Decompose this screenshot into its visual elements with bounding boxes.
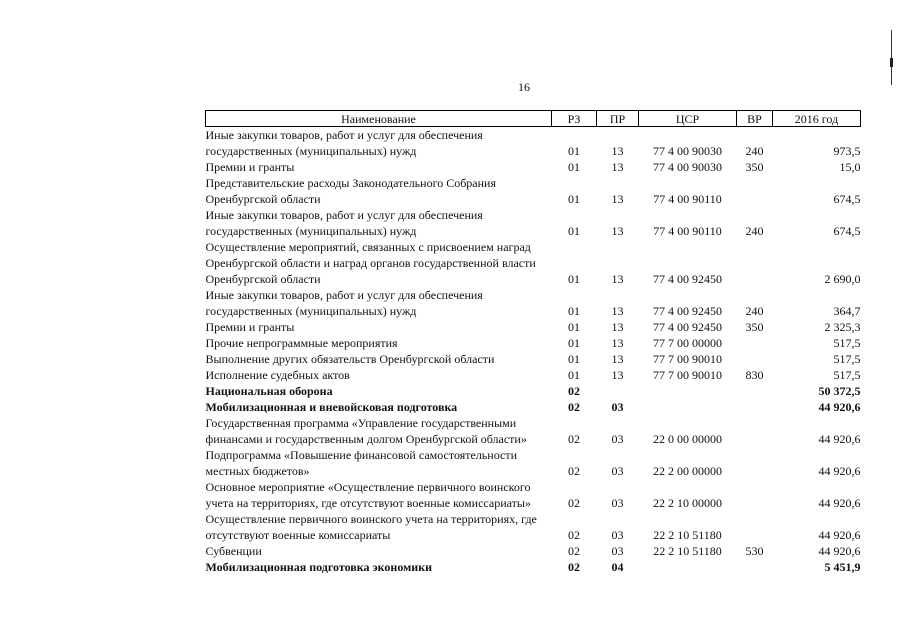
row-csr: 77 4 00 90110 bbox=[653, 224, 722, 238]
row-rz: 02 bbox=[568, 528, 580, 542]
header-vr: ВР bbox=[737, 111, 773, 127]
row-rz: 01 bbox=[568, 192, 580, 206]
row-rz: 02 bbox=[568, 560, 580, 574]
row-sum: 674,5 bbox=[833, 224, 861, 238]
row-name: Основное мероприятие «Осуществление первичного воинского учета на территориях, где отсутствуют военные комиссариаты» bbox=[205, 480, 531, 510]
row-name: Мобилизационная и вневойсковая подготовка bbox=[205, 400, 458, 414]
row-pr: 04 bbox=[611, 560, 624, 574]
row-sum: 44 920,6 bbox=[818, 528, 861, 542]
row-vr: 240 bbox=[745, 144, 764, 158]
table-row bbox=[206, 351, 861, 367]
row-csr: 77 4 00 90110 bbox=[653, 192, 722, 206]
row-sum: 44 920,6 bbox=[818, 400, 861, 414]
table-row bbox=[206, 239, 861, 287]
row-rz: 01 bbox=[568, 352, 580, 366]
row-name: Премии и гранты bbox=[205, 320, 295, 334]
row-name: Государственная программа «Управление государственными финансами и государственным долгом Оренбургской области» bbox=[205, 416, 527, 446]
row-csr: 77 4 00 92450 bbox=[653, 304, 722, 318]
table-row bbox=[206, 207, 861, 239]
row-csr: 77 7 00 90010 bbox=[653, 352, 722, 366]
row-vr bbox=[737, 415, 773, 447]
table-row bbox=[206, 367, 861, 383]
table-row bbox=[206, 383, 861, 399]
row-rz: 02 bbox=[568, 432, 580, 446]
row-vr: 830 bbox=[745, 368, 764, 382]
row-name: Иные закупки товаров, работ и услуг для обеспечения государственных (муниципальных) нужд bbox=[205, 288, 483, 318]
row-name: Субвенции bbox=[205, 544, 262, 558]
row-csr: 77 4 00 92450 bbox=[653, 320, 722, 334]
row-csr bbox=[639, 559, 737, 575]
row-rz: 01 bbox=[568, 144, 580, 158]
row-vr bbox=[737, 383, 773, 399]
row-name: Иные закупки товаров, работ и услуг для обеспечения государственных (муниципальных) нужд bbox=[205, 128, 483, 158]
row-pr: 13 bbox=[611, 144, 624, 158]
row-name: Прочие непрограммные мероприятия bbox=[205, 336, 398, 350]
table-row bbox=[206, 319, 861, 335]
row-sum: 973,5 bbox=[833, 144, 861, 158]
row-sum: 517,5 bbox=[833, 368, 861, 382]
row-sum: 364,7 bbox=[833, 304, 861, 318]
row-pr: 13 bbox=[611, 320, 624, 334]
row-name: Иные закупки товаров, работ и услуг для обеспечения государственных (муниципальных) нужд bbox=[205, 208, 483, 238]
row-name: Премии и гранты bbox=[205, 160, 295, 174]
table-row bbox=[206, 479, 861, 511]
header-rz: РЗ bbox=[552, 111, 597, 127]
row-vr bbox=[737, 511, 773, 543]
row-sum: 2 690,0 bbox=[824, 272, 861, 286]
table-row bbox=[206, 559, 861, 575]
row-rz: 01 bbox=[568, 336, 580, 350]
header-pr: ПР bbox=[597, 111, 639, 127]
row-sum: 44 920,6 bbox=[818, 432, 861, 446]
row-rz: 02 bbox=[568, 464, 580, 478]
row-pr: 13 bbox=[611, 352, 624, 366]
row-vr: 530 bbox=[745, 544, 764, 558]
table-row bbox=[206, 287, 861, 319]
row-pr: 13 bbox=[611, 272, 624, 286]
table-row bbox=[206, 399, 861, 415]
row-sum: 517,5 bbox=[833, 352, 861, 366]
row-name: Подпрограмма «Повышение финансовой самостоятельности местных бюджетов» bbox=[205, 448, 517, 478]
row-vr bbox=[737, 351, 773, 367]
row-name: Исполнение судебных актов bbox=[205, 368, 350, 382]
row-name: Осуществление мероприятий, связанных с присвоением наград Оренбургской области и наград органов государственной власти Оренбургской области bbox=[205, 240, 536, 286]
budget-table bbox=[205, 110, 861, 575]
row-pr: 03 bbox=[611, 496, 624, 510]
row-rz: 02 bbox=[568, 400, 580, 414]
row-sum: 50 372,5 bbox=[818, 384, 861, 398]
row-csr: 22 2 10 00000 bbox=[653, 496, 722, 510]
table-row bbox=[206, 415, 861, 447]
row-rz: 01 bbox=[568, 224, 580, 238]
row-rz: 01 bbox=[568, 304, 580, 318]
row-pr: 03 bbox=[611, 432, 624, 446]
row-rz: 02 bbox=[568, 544, 580, 558]
header-sum-2016: 2016 год bbox=[773, 111, 861, 127]
row-csr: 22 2 10 51180 bbox=[653, 528, 722, 542]
row-csr bbox=[639, 383, 737, 399]
table-row bbox=[206, 127, 861, 160]
row-rz: 01 bbox=[568, 368, 580, 382]
row-sum: 517,5 bbox=[833, 336, 861, 350]
header-csr: ЦСР bbox=[639, 111, 737, 127]
row-pr: 13 bbox=[611, 160, 624, 174]
row-rz: 01 bbox=[568, 160, 580, 174]
row-name: Представительские расходы Законодательного Собрания Оренбургской области bbox=[205, 176, 496, 206]
row-sum: 15,0 bbox=[839, 160, 861, 174]
row-vr: 240 bbox=[745, 304, 764, 318]
row-vr bbox=[737, 479, 773, 511]
row-csr: 77 7 00 90010 bbox=[653, 368, 722, 382]
row-name: Выполнение других обязательств Оренбургской области bbox=[205, 352, 495, 366]
row-csr: 22 2 10 51180 bbox=[653, 544, 722, 558]
row-csr: 77 4 00 92450 bbox=[653, 272, 722, 286]
page-number: 16 bbox=[518, 80, 530, 94]
row-name: Мобилизационная подготовка экономики bbox=[205, 560, 433, 574]
table-row bbox=[206, 159, 861, 175]
header-name: Наименование bbox=[206, 111, 552, 127]
row-sum: 5 451,9 bbox=[824, 560, 861, 574]
row-vr bbox=[737, 447, 773, 479]
table-row bbox=[206, 335, 861, 351]
row-pr: 03 bbox=[611, 544, 624, 558]
table-row bbox=[206, 447, 861, 479]
row-pr: 03 bbox=[611, 528, 624, 542]
row-vr: 240 bbox=[745, 224, 764, 238]
row-sum: 44 920,6 bbox=[818, 544, 861, 558]
row-rz: 02 bbox=[568, 496, 580, 510]
row-vr: 350 bbox=[745, 160, 764, 174]
page-edge-tick bbox=[890, 58, 893, 67]
row-pr: 13 bbox=[611, 304, 624, 318]
row-pr: 03 bbox=[611, 464, 624, 478]
row-csr: 77 4 00 90030 bbox=[653, 160, 722, 174]
row-vr bbox=[737, 239, 773, 287]
table-header-row bbox=[206, 111, 861, 127]
row-vr bbox=[737, 559, 773, 575]
row-pr bbox=[597, 383, 639, 399]
row-rz: 01 bbox=[568, 272, 580, 286]
row-pr: 13 bbox=[611, 192, 624, 206]
row-csr: 22 0 00 00000 bbox=[653, 432, 722, 446]
row-sum: 44 920,6 bbox=[818, 464, 861, 478]
table-row bbox=[206, 543, 861, 559]
row-csr: 77 4 00 90030 bbox=[653, 144, 722, 158]
row-csr bbox=[639, 399, 737, 415]
row-pr: 03 bbox=[611, 400, 624, 414]
row-vr bbox=[737, 399, 773, 415]
row-vr bbox=[737, 335, 773, 351]
row-sum: 2 325,3 bbox=[824, 320, 861, 334]
row-vr: 350 bbox=[745, 320, 764, 334]
row-pr: 13 bbox=[611, 336, 624, 350]
table-row bbox=[206, 175, 861, 207]
row-rz: 02 bbox=[568, 384, 580, 398]
row-pr: 13 bbox=[611, 224, 624, 238]
row-name: Осуществление первичного воинского учета на территориях, где отсутствуют военные комиссариаты bbox=[205, 512, 537, 542]
row-rz: 01 bbox=[568, 320, 580, 334]
table-row bbox=[206, 511, 861, 543]
row-name: Национальная оборона bbox=[205, 384, 333, 398]
row-csr: 22 2 00 00000 bbox=[653, 464, 722, 478]
row-sum: 674,5 bbox=[833, 192, 861, 206]
table-body bbox=[206, 127, 861, 576]
row-sum: 44 920,6 bbox=[818, 496, 861, 510]
row-pr: 13 bbox=[611, 368, 624, 382]
row-vr bbox=[737, 175, 773, 207]
row-csr: 77 7 00 00000 bbox=[653, 336, 722, 350]
